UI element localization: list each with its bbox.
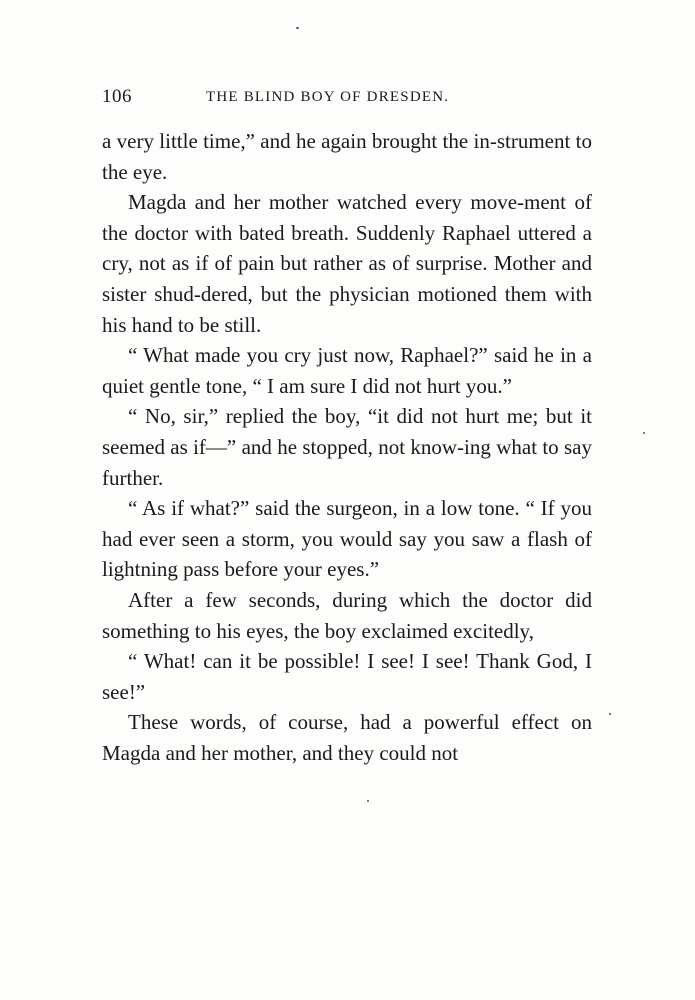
paragraph-5: “ As if what?” said the surgeon, in a low tone. “ If you had ever seen a storm, you would say you saw a flash of lightning pass before your eyes.” <box>102 496 592 582</box>
scan-speck <box>609 713 611 715</box>
page-number: 106 <box>102 86 132 107</box>
paragraph-4: “ No, sir,” replied the boy, “it did not hurt me; but it seemed as if—” and he stopped, not know-ing what to say further. <box>102 404 592 490</box>
scan-speck <box>643 432 645 434</box>
scan-speck <box>367 800 369 802</box>
paragraph-6: After a few seconds, during which the doctor did something to his eyes, the boy exclaimed excitedly, <box>102 587 592 643</box>
running-head: THE BLIND BOY OF DRESDEN. <box>206 89 450 105</box>
scan-speck <box>296 27 299 29</box>
paragraph-3: “ What made you cry just now, Raphael?” said he in a quiet gentle tone, “ I am sure I did not hurt you.” <box>102 343 592 398</box>
paragraph-1: a very little time,” and he again brought the in-strument to the eye. <box>102 129 592 184</box>
paragraph-8: These words, of course, had a powerful effect on Magda and her mother, and they could not <box>102 710 592 765</box>
body-text <box>102 126 592 768</box>
page-header <box>102 86 596 116</box>
paragraph-7: “ What! can it be possible! I see! I see! Thank God, I see!” <box>102 649 592 704</box>
paragraph-2: Magda and her mother watched every move-ment of the doctor with bated breath. Suddenly Raphael uttered a cry, not as if of pain but rather as of surprise. Mother and sister shud-dered, but the physician motioned them with his hand to be still. <box>102 190 592 337</box>
